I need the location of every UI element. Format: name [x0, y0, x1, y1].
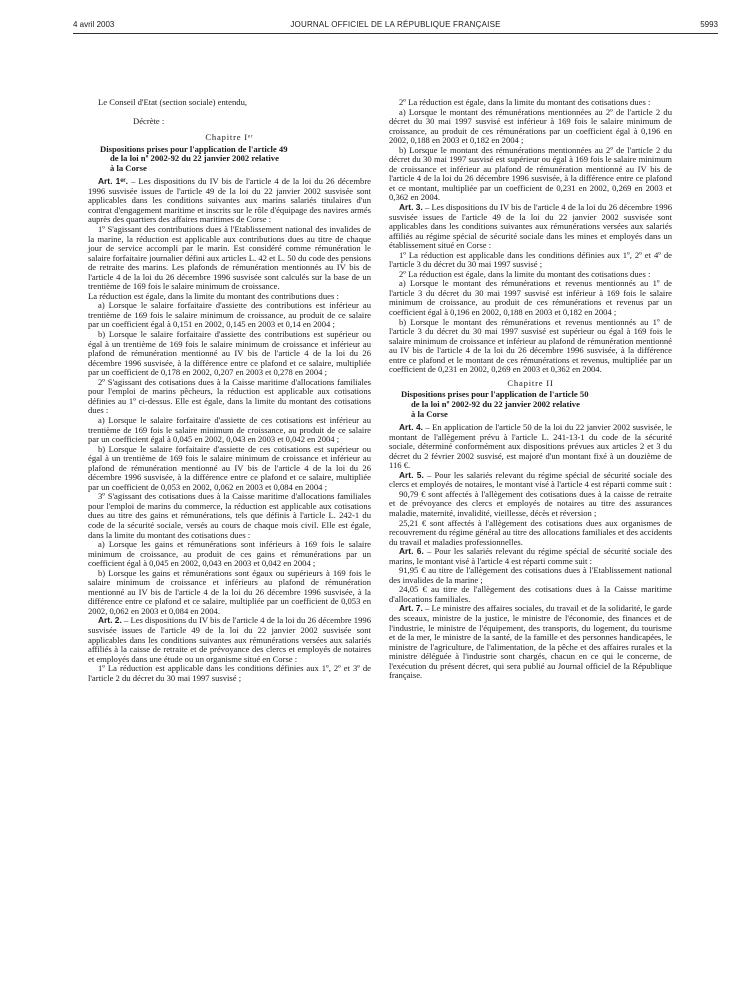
article-1-para-2-b: b) Lorsque le salaire forfaitaire d'assiette de ces cotisations est supérieur ou égal à un trentième de 169 fois le salaire minimum de croissance et inférieur au plafond de rémunération mentionné au IV bis de l'article 4 de la loi du 26 décembre 1996 susvisée, à la différence entre ce plafond et ce salaire, multipliée par un coefficient de 0,053 en 2002, 0,062 en 2003 et 0,084 en 2004 ;	[88, 443, 371, 492]
article-1-para-1-b: b) Lorsque le salaire forfaitaire d'assiette des contributions est supérieur ou égal à un trentième de 169 fois le salaire minimum de croissance et inférieur au plafond de rémunération mentionné au IV bis de l'article 4 de la loi du 26 décembre 1996 susvisée, à la différence entre ce plafond et ce salaire, multipliée par un coefficient de 0,178 en 2002, 0,207 en 2003 et 0,278 en 2004 ;	[88, 329, 371, 378]
article-1-para-2: 2º S'agissant des cotisations dues à la Caisse maritime d'allocations familiales pour l'emploi de marins pêcheurs, la réduction est applicable aux cotisations définies au 1º ci-dessus. Elle est égale, dans la limite du montant des cotisations dues :	[88, 376, 371, 416]
article-6	[389, 547, 672, 566]
article-3-para-2-b: b) Lorsque le montant des rémunérations et revenus mentionnés au 1º de l'article 3 du décret du 30 mai 1997 susvisé est supérieur ou égal à 169 fois le salaire minimum de croissance et inférieur au plafond de rémunération mentionné au IV bis de l'article 4 de la loi du 26 décembre 1996 susvisée, à la différence entre ce plafond et le montant de ces rémunérations et revenus, multipliée par un coefficient de 0,231 en 2002, 0,269 en 2003 et 0,362 en 2004.	[389, 316, 672, 375]
article-3-text: – Les dispositions du IV bis de l'article 4 de la loi du 26 décembre 1996 susvisée issues de l'article 49 de la loi du 22 janvier 2002 susvisée sont applicables dans les conditions suivantes aux rémunérations versées aux salariés affiliés au régime spécial de sécurité sociale dans les mines et employés dans un établissement situé en Corse :	[389, 202, 672, 251]
article-1-label: Art. 1ᵉʳ.	[98, 176, 128, 187]
article-4-text: – En application de l'article 50 de la loi du 22 janvier 2002 susvisée, le montant de l'allègement prévu à l'article L. 241-13-1 du code de la sécurité sociale, déterminé conformément aux dispositions prévues aux articles 2 et 3 du décret du 2 février 2002 susvisé, est majoré d'un montant fixé à un douzième de 116 €.	[389, 422, 672, 471]
article-1	[88, 177, 371, 225]
article-7	[389, 604, 672, 680]
article-6-label: Art. 6.	[399, 546, 424, 557]
chapter-1-title-line-3: à la Corse	[110, 162, 147, 173]
article-2-text: – Les dispositions du IV bis de l'article 4 de la loi du 26 décembre 1996 susvisée issues de l'article 49 de la loi du 22 janvier 2002 susvisée sont applicables dans les conditions suivantes aux rémunérations versées aux salariés affiliés à la caisse de retraite et de prévoyance des clercs et employés de notaires et employés dans une étude ou un organisme situé en Corse :	[88, 615, 371, 664]
page-header	[73, 20, 718, 34]
article-5-text: – Pour les salariés relevant du régime spécial de sécurité sociale des clercs et employés de notaires, le montant visé à l'article 4 est réparti comme suit :	[389, 469, 672, 490]
article-5-para-2: 25,21 € sont affectés à l'allègement des cotisations dues aux organismes de recouvrement du régime général au titre des allocations familiales et des accidents du travail et maladies professionnelles.	[389, 517, 672, 547]
article-7-label: Art. 7.	[399, 603, 423, 614]
article-7-text: – Le ministre des affaires sociales, du travail et de la solidarité, le garde des sceaux, ministre de la justice, le ministre de l'économie, des finances et de l'industrie, le ministre de l'équipement, des transports, du logement, du tourisme et de la mer, le ministre de la santé, de la famille et des personnes handicapées, le ministre de l'agriculture, de l'alimentation, de la pêche et des affaires rurales et la ministre déléguée à l'industrie sont chargés, chacun en ce qui le concerne, de l'exécution du présent décret, qui sera publié au Journal officiel de la République française.	[389, 603, 672, 681]
chapter-2-title	[401, 390, 660, 419]
article-1-para-3-a: a) Lorsque les gains et rémunérations sont inférieurs à 169 fois le salaire minimum de croissance, au produit de ces gains et rémunérations par un coefficient égal à 0,045 en 2002, 0,043 en 2003 et 0,042 en 2004 ;	[88, 539, 371, 569]
header-page-number: 5993	[700, 20, 718, 29]
article-3	[389, 203, 672, 251]
chapter-2-title-line-3: à la Corse	[411, 408, 448, 419]
right-column	[389, 98, 672, 681]
article-3-label: Art. 3.	[399, 202, 423, 213]
article-1-para-3-b: b) Lorsque les gains et rémunérations sont égaux ou supérieurs à 169 fois le salaire minimum de croissance et inférieurs au plafond de rémunération mentionné au IV bis de l'article 4 de la loi du 26 décembre 1996 susvisée, à la différence entre ce plafond et ce salaire, multipliée par un coefficient de 0,053 en 2002, 0,062 en 2003 et 0,084 en 2004.	[88, 567, 371, 616]
article-2	[88, 616, 371, 664]
article-1-para-2-a: a) Lorsque le salaire forfaitaire d'assiette de ces cotisations est inférieur au trentième de 169 fois le salaire minimum de croissance, au produit de ce salaire par un coefficient égal à 0,045 en 2002, 0,043 en 2003 et 0,042 en 2004 ;	[88, 414, 371, 445]
intro-line: Le Conseil d'Etat (section sociale) entendu,	[98, 97, 248, 107]
article-2-para-2-b: b) Lorsque le montant des rémunérations mentionnées au 2º de l'article 2 du décret du 30 mai 1997 susvisé est supérieur ou égal à 169 fois le salaire minimum de croissance et inférieur au plafond de rémunération mentionné au IV bis de l'article 4 de la loi du 26 décembre 1996 susvisée, à la différence entre ce plafond et ce montant, multipliée par un coefficient de 0,231 en 2002, 0,269 en 2003 et 0,362 en 2004.	[389, 144, 672, 203]
chapter-1-heading: Chapitre Iᵉʳ	[205, 132, 254, 143]
article-1-para-1: 1º S'agissant des contributions dues à l'Etablissement national des invalides de la marine, la réduction est applicable aux contributions dues au titre de chaque jour de service accompli par le marin. Est considéré comme rémunération le salaire forfaitaire journalier défini aux articles L. 42 et L. 50 du code des pensions de retraite des marins. Les plafonds de rémunération mentionnés au IV bis de l'article 4 de la loi du 26 décembre 1996 susvisée sont calculés sur la base de un trentième de 169 fois le salaire minimum de croissance.	[88, 224, 371, 292]
article-6-text: – Pour les salariés relevant du régime spécial de sécurité sociale des marins, le montant visé à l'article 4 est réparti comme suit :	[389, 546, 672, 566]
article-2-para-2-a: a) Lorsque le montant des rémunérations mentionnées au 2º de l'article 2 du décret du 30 mai 1997 susvisé est inférieur à 169 fois le salaire minimum de croissance, au produit de ces rémunérations par un coefficient égal à 0,196 en 2002, 0,188 en 2003 et 0,182 en 2004 ;	[389, 106, 672, 146]
article-3-para-2-a: a) Lorsque le montant des rémunérations et revenus mentionnés au 1º de l'article 3 du décret du 30 mai 1997 susvisé est inférieur à 169 fois le salaire minimum de croissance, au produit de ces rémunérations et revenus par un coefficient égal à 0,196 en 2002, 0,188 en 2003 et 0,182 en 2004 ;	[389, 278, 672, 318]
chapter-1-title	[100, 145, 359, 174]
article-5	[389, 471, 672, 490]
article-1-para-1-a: a) Lorsque le salaire forfaitaire d'assiette des contributions est inférieur au trentième de 169 fois le salaire minimum de croissance, au produit de ce salaire par un coefficient égal à 0,151 en 2002, 0,145 en 2003 et 0,14 en 2004 ;	[88, 300, 371, 330]
article-6-para-1: 91,95 € au titre de l'allègement des cotisations dues à l'Etablissement national des invalides de la marine ;	[389, 565, 672, 585]
header-journal-title: JOURNAL OFFICIEL DE LA RÉPUBLIQUE FRANÇAISE	[290, 20, 501, 29]
article-4-label: Art. 4.	[399, 422, 424, 433]
article-5-para-1: 90,79 € sont affectés à l'allègement des cotisations dues à la caisse de retraite et de prévoyance des clercs et employés de notaires au titre des assurances maladie, maternité, invalidité, vieillesse, décès et réversion ;	[389, 488, 672, 518]
article-2-label: Art. 2.	[98, 615, 122, 626]
article-2-para-1: 1º La réduction est applicable dans les conditions définies aux 1º, 2º et 3º de l'article 2 du décret du 30 mai 1997 susvisé ;	[88, 663, 371, 683]
article-1-para-3: 3º S'agissant des cotisations dues à la Caisse maritime d'allocations familiales pour l'emploi de marins du commerce, la réduction est applicable aux cotisations dues au titre des gains et rémunérations, tels que définis à l'article L. 242-1 du code de la sécurité sociale, versés au cours de chaque mois civil. Elle est égale, dans la limite du montant des cotisations dues :	[88, 491, 371, 540]
chapter-2-title-line-1: Dispositions prises pour l'application de l'article 50	[401, 389, 589, 400]
article-2-para-2: 2º La réduction est égale, dans la limite du montant des cotisations dues :	[399, 97, 651, 107]
article-3-para-1: 1º La réduction est applicable dans les conditions définies aux 1º, 2º et 4º de l'article 3 du décret du 30 mai 1997 susvisé ;	[389, 249, 672, 270]
left-column	[88, 98, 371, 683]
decrete-line: Décrète :	[133, 115, 165, 126]
article-4	[389, 423, 672, 471]
chapter-2-title-line-2: de la loi nº 2002-92 du 22 janvier 2002 relative	[411, 398, 580, 409]
header-rule	[73, 33, 718, 34]
chapter-1-title-line-1: Dispositions prises pour l'application de l'article 49	[100, 143, 288, 154]
article-5-label: Art. 5.	[399, 469, 424, 480]
article-3-para-2: 2º La réduction est égale, dans la limite du montant des cotisations dues :	[399, 268, 651, 279]
chapter-2-heading: Chapitre II	[507, 377, 554, 388]
article-6-para-2: 24,05 € au titre de l'allègement des cotisations dues à la Caisse maritime d'allocations familiales.	[389, 584, 672, 604]
article-1-text: – Les dispositions du IV bis de l'article 4 de la loi du 26 décembre 1996 susvisée issues de l'article 49 de la loi du 22 janvier 2002 susvisée sont applicables dans les conditions suivantes aux marins salariés titulaires d'un contrat d'engagement maritime et inscrits sur le rôle d'équipage des navires armés auprès des quartiers des affaires maritimes de Corse :	[88, 176, 371, 225]
header-date: 4 avril 2003	[73, 20, 115, 29]
chapter-1-title-line-2: de la loi nº 2002-92 du 22 janvier 2002 relative	[110, 153, 279, 164]
article-1-para-1-limit: La réduction est égale, dans la limite du montant des contributions dues :	[88, 290, 339, 301]
